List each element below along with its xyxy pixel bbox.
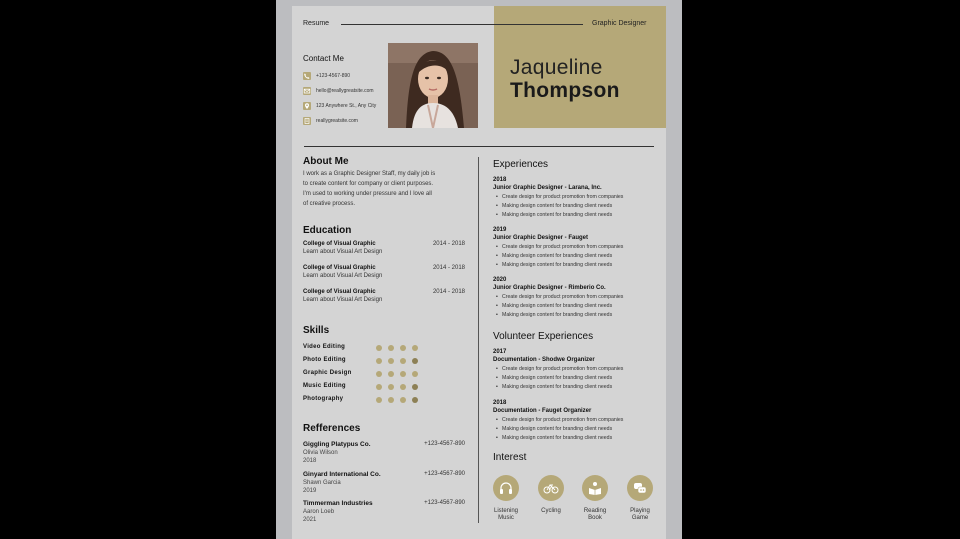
education-item bbox=[303, 289, 465, 303]
skill-rating-dot bbox=[376, 371, 382, 377]
education-subtitle: Learn about Visual Art Design bbox=[303, 273, 383, 279]
reference-company: Ginyard International Co. bbox=[303, 471, 381, 478]
experience-role: Junior Graphic Designer - Larana, Inc. bbox=[493, 185, 602, 191]
volunteer-bullet: • Making design content for branding client needs bbox=[502, 435, 612, 441]
skill-rating-dot bbox=[412, 384, 418, 390]
skill-rating-dot bbox=[412, 358, 418, 364]
education-years: 2014 - 2018 bbox=[432, 241, 465, 247]
experience-role: Junior Graphic Designer - Fauget bbox=[493, 235, 589, 241]
section-divider bbox=[304, 146, 654, 147]
interest-label-line: Book bbox=[588, 515, 602, 521]
skill-name: Photography bbox=[303, 396, 344, 402]
volunteer-role: Documentation - Shodwe Organizer bbox=[493, 357, 595, 363]
location-icon bbox=[303, 102, 311, 110]
experience-bullet: • Create design for product promotion from companies bbox=[502, 244, 623, 250]
about-text bbox=[303, 169, 475, 209]
skill-rating-dot bbox=[388, 397, 394, 403]
skill-rating-dot bbox=[400, 358, 406, 364]
reference-item bbox=[303, 500, 465, 524]
reference-phone: +123-4567-890 bbox=[424, 471, 465, 477]
first-name: Jaqueline bbox=[510, 56, 603, 79]
education-subtitle: Learn about Visual Art Design bbox=[303, 297, 383, 303]
contact-phone-text[interactable]: +123-4567-890 bbox=[316, 73, 351, 79]
reference-item bbox=[303, 471, 465, 495]
book-icon bbox=[582, 475, 608, 501]
interest-label bbox=[620, 508, 660, 522]
volunteer-role: Documentation - Fauget Organizer bbox=[493, 408, 592, 414]
contact-address-text: 123 Anywhere St., Any City bbox=[316, 103, 377, 109]
phone-icon bbox=[303, 72, 311, 80]
skill-rating-dot bbox=[376, 345, 382, 351]
reference-year: 2021 bbox=[303, 517, 317, 523]
education-subtitle: Learn about Visual Art Design bbox=[303, 249, 383, 255]
volunteer-title: Volunteer Experiences bbox=[493, 331, 594, 342]
education-item bbox=[303, 265, 465, 279]
reference-company: Timmerman Industries bbox=[303, 500, 373, 507]
interest-label-line: Reading bbox=[583, 508, 607, 514]
skill-rating-dot bbox=[400, 384, 406, 390]
mail-icon bbox=[303, 87, 311, 95]
about-line: I'm used to working under pressure and I love all bbox=[303, 191, 432, 197]
volunteer-item bbox=[493, 400, 663, 441]
skill-rating-dot bbox=[388, 358, 394, 364]
education-school: College of Visual Graphic bbox=[303, 265, 376, 271]
skill-rating-dot bbox=[388, 371, 394, 377]
interest-label-line: Playing bbox=[630, 508, 650, 514]
education-school: College of Visual Graphic bbox=[303, 241, 376, 247]
education-years: 2014 - 2018 bbox=[432, 265, 465, 271]
headphones-icon bbox=[493, 475, 519, 501]
volunteer-bullet: • Making design content for branding client needs bbox=[502, 426, 612, 432]
education-school: College of Visual Graphic bbox=[303, 289, 376, 295]
skill-name: Video Editing bbox=[303, 344, 346, 350]
experience-year: 2020 bbox=[493, 277, 507, 283]
last-name: Thompson bbox=[510, 79, 620, 102]
skill-rating-dot bbox=[400, 397, 406, 403]
skill-rating-dot bbox=[376, 397, 382, 403]
experiences-title: Experiences bbox=[493, 159, 549, 170]
interest-label-line: Cycling bbox=[541, 508, 561, 514]
skill-rating-dot bbox=[412, 371, 418, 377]
contact-website-text[interactable]: reallygreatsite.com bbox=[316, 118, 358, 124]
column-divider bbox=[478, 157, 479, 523]
resume-page bbox=[292, 6, 666, 539]
reference-year: 2019 bbox=[303, 488, 317, 494]
reference-item bbox=[303, 441, 465, 465]
experience-bullet: • Making design content for branding client needs bbox=[502, 203, 612, 209]
skill-name: Photo Editing bbox=[303, 357, 346, 363]
reference-person: Olivia Wilson bbox=[303, 450, 338, 456]
about-title: About Me bbox=[303, 156, 349, 167]
interest-label bbox=[531, 508, 571, 515]
volunteer-bullet: • Making design content for branding client needs bbox=[502, 384, 612, 390]
experience-year: 2018 bbox=[493, 177, 507, 183]
skill-name: Graphic Design bbox=[303, 370, 352, 376]
skills-list bbox=[303, 344, 475, 414]
skill-rating-dot bbox=[400, 345, 406, 351]
reference-phone: +123-4567-890 bbox=[424, 441, 465, 447]
profile-photo bbox=[388, 43, 478, 128]
bicycle-icon bbox=[538, 475, 564, 501]
experience-bullet: • Making design content for branding client needs bbox=[502, 212, 612, 218]
education-title: Education bbox=[303, 225, 352, 236]
reference-person: Shawn Garcia bbox=[303, 480, 341, 486]
experience-item bbox=[493, 227, 663, 268]
header-rule bbox=[341, 24, 583, 25]
interest-label-line: Music bbox=[498, 515, 514, 521]
about-line: I work as a Graphic Designer Staff, my daily job is bbox=[303, 171, 436, 177]
contact-title: Contact Me bbox=[303, 54, 344, 63]
interest-label-line: Game bbox=[631, 515, 649, 521]
reference-company: Giggling Platypus Co. bbox=[303, 441, 371, 448]
experience-bullet: • Create design for product promotion from companies bbox=[502, 294, 623, 300]
volunteer-bullet: • Making design content for branding client needs bbox=[502, 375, 612, 381]
experience-bullet: • Create design for product promotion from companies bbox=[502, 194, 623, 200]
skills-title: Skills bbox=[303, 325, 330, 336]
skill-name: Music Editing bbox=[303, 383, 346, 389]
contact-email-text[interactable]: hello@reallygreatsite.com bbox=[316, 88, 374, 94]
experience-item bbox=[493, 277, 663, 318]
interest-label-line: Listening bbox=[493, 508, 519, 514]
experience-role: Junior Graphic Designer - Rimberio Co. bbox=[493, 285, 606, 291]
reference-person: Aaron Loeb bbox=[303, 509, 335, 515]
header-resume-label: Resume bbox=[303, 20, 330, 27]
experience-bullet: • Making design content for branding client needs bbox=[502, 262, 612, 268]
experience-item bbox=[493, 177, 663, 218]
references-title: Refferences bbox=[303, 423, 361, 434]
volunteer-year: 2018 bbox=[493, 400, 507, 406]
volunteer-bullet: • Create design for product promotion from companies bbox=[502, 417, 623, 423]
skill-rating-dot bbox=[376, 358, 382, 364]
reference-phone: +123-4567-890 bbox=[424, 500, 465, 506]
about-line: to create content for company or client purposes. bbox=[303, 181, 434, 187]
skill-rating-dot bbox=[412, 397, 418, 403]
experience-bullet: • Making design content for branding client needs bbox=[502, 303, 612, 309]
skill-rating-dot bbox=[388, 345, 394, 351]
header-role-label: Graphic Designer bbox=[592, 20, 647, 27]
volunteer-year: 2017 bbox=[493, 349, 507, 355]
volunteer-bullet: • Create design for product promotion from companies bbox=[502, 366, 623, 372]
reference-year: 2018 bbox=[303, 458, 317, 464]
interest-label bbox=[575, 508, 615, 522]
skill-rating-dot bbox=[388, 384, 394, 390]
skill-rating-dot bbox=[376, 384, 382, 390]
interest-title: Interest bbox=[493, 452, 527, 463]
web-icon bbox=[303, 117, 311, 125]
skill-rating-dot bbox=[400, 371, 406, 377]
interest-label bbox=[486, 508, 526, 522]
experience-bullet: • Making design content for branding client needs bbox=[502, 312, 612, 318]
education-years: 2014 - 2018 bbox=[432, 289, 465, 295]
gamepad-icon bbox=[627, 475, 653, 501]
about-line: of creative process. bbox=[303, 201, 356, 207]
experience-bullet: • Making design content for branding client needs bbox=[502, 253, 612, 259]
experience-year: 2019 bbox=[493, 227, 507, 233]
skill-rating-dot bbox=[412, 345, 418, 351]
education-item bbox=[303, 241, 465, 255]
volunteer-item bbox=[493, 349, 663, 390]
